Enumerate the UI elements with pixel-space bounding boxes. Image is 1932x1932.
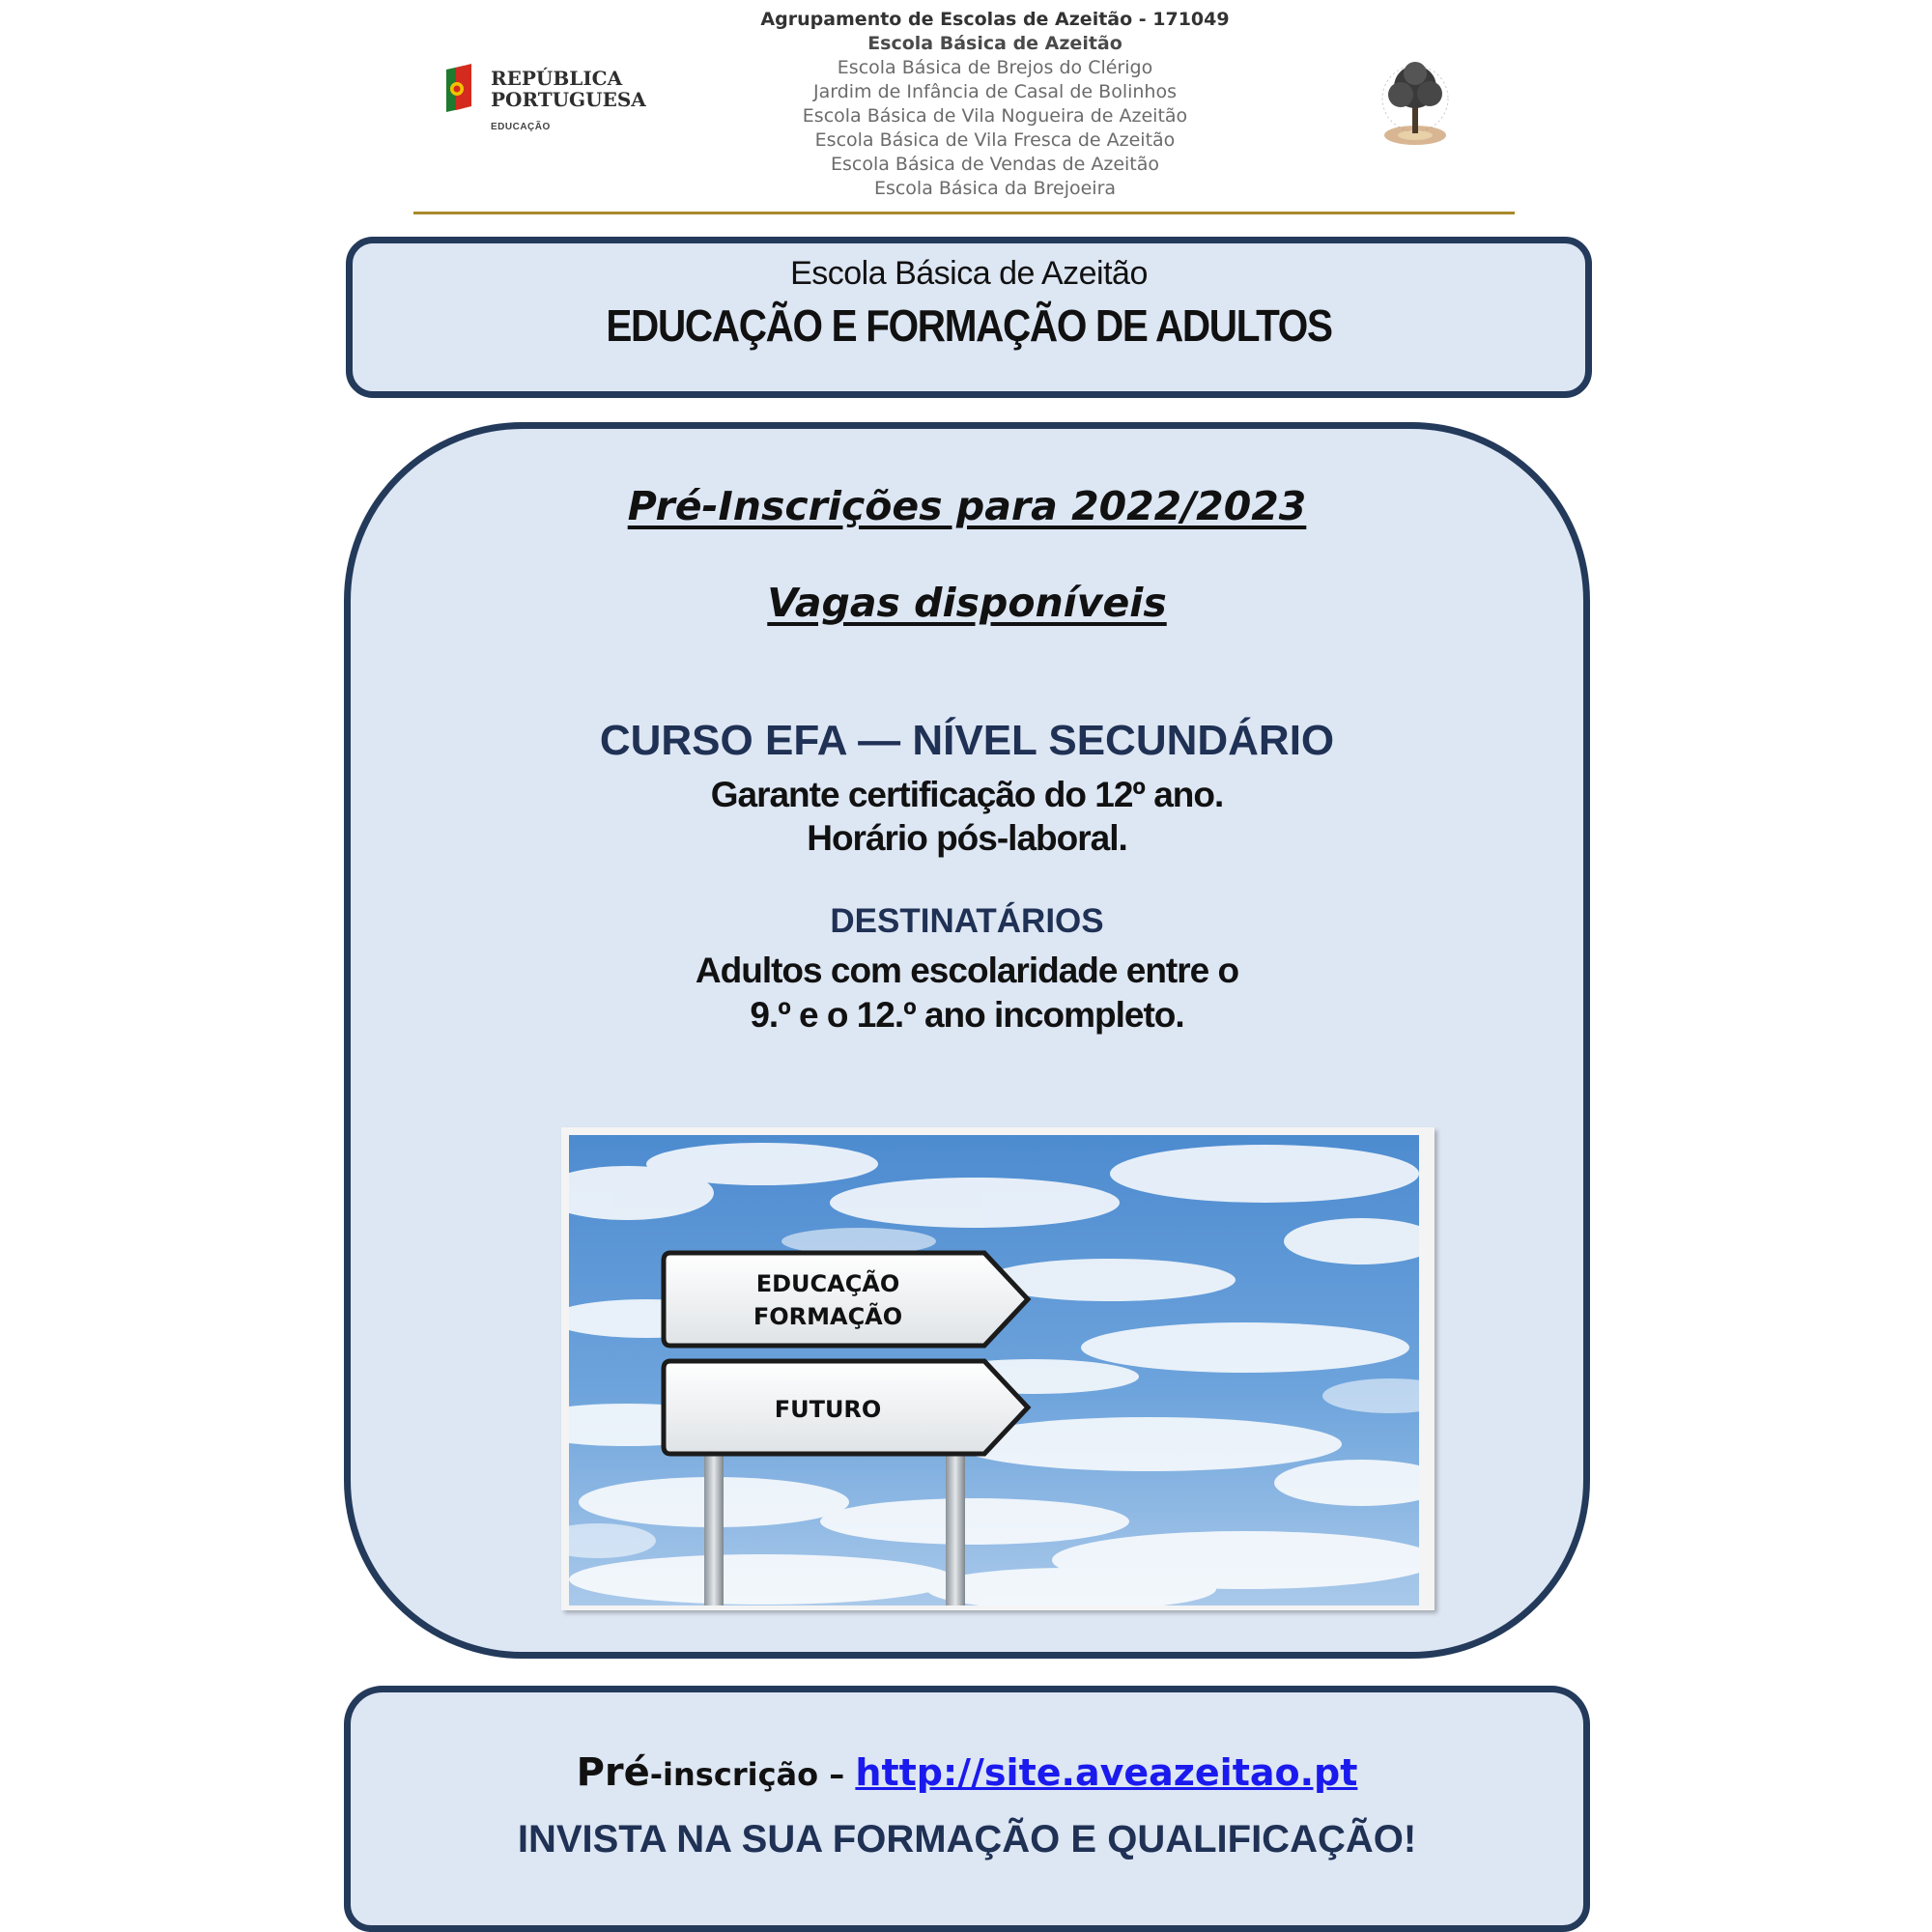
pre-inscricoes-heading: Pré-Inscrições para 2022/2023 (627, 483, 1307, 529)
vagas-heading: Vagas disponíveis (767, 580, 1167, 626)
school-line: Escola Básica de Vendas de Azeitão (830, 154, 1160, 175)
tree-logo-icon (1362, 48, 1468, 155)
school-line: Escola Básica de Vila Nogueira de Azeitão (802, 105, 1188, 127)
sign-board-educacao (664, 1253, 1028, 1346)
signpost-photo-frame (561, 1127, 1435, 1610)
school-line: Escola Básica da Brejoeira (873, 178, 1117, 199)
sign-pole (704, 1454, 724, 1605)
pre-label: Pré (576, 1750, 650, 1795)
group-name: Agrupamento de Escolas de Azeitão - 171049 (760, 9, 1230, 30)
title-box (346, 237, 1592, 398)
slogan: INVISTA NA SUA FORMAÇÃO E QUALIFICAÇÃO! (517, 1818, 1417, 1861)
school-line: Escola Básica de Brejos do Clérigo (837, 57, 1153, 78)
sign-text-line1: EDUCAÇÃO (755, 1270, 900, 1297)
destinatarios-detail: 9.º e o 12.º ano incompleto. (750, 995, 1184, 1035)
sign-text-futuro: FUTURO (774, 1396, 882, 1423)
main-info-box (344, 422, 1590, 1659)
signpost-photo (569, 1135, 1419, 1605)
school-line: Escola Básica de Azeitão (867, 33, 1122, 54)
portugal-flag-icon (442, 64, 473, 114)
course-title: CURSO EFA — NÍVEL SECUNDÁRIO (599, 717, 1335, 764)
title-school: Escola Básica de Azeitão (790, 255, 1148, 292)
school-line: Jardim de Infância de Casal de Bolinhos (812, 81, 1177, 102)
inscricao-label: -inscrição – (649, 1756, 856, 1793)
letterhead (0, 0, 1932, 222)
pre-inscricao-line (351, 1750, 1583, 1795)
sign-pole (946, 1454, 965, 1605)
footer-box (344, 1686, 1590, 1932)
school-list (734, 8, 1256, 201)
header-divider (413, 212, 1515, 214)
course-detail: Horário pós-laboral. (807, 818, 1127, 858)
destinatarios-detail: Adultos com escolaridade entre o (695, 951, 1239, 990)
destinatarios-title: DESTINATÁRIOS (830, 902, 1104, 940)
educacao-label: EDUCAÇÃO (491, 122, 551, 132)
republica-portuguesa-logo (442, 54, 646, 141)
sign-text-line2: FORMAÇÃO (753, 1303, 903, 1330)
pre-inscricao-link[interactable]: http://site.aveazeitao.pt (855, 1751, 1358, 1794)
school-line: Escola Básica de Vila Fresca de Azeitão (814, 129, 1176, 151)
course-detail: Garante certificação do 12º ano. (710, 775, 1224, 814)
republica-portuguesa-text: REPÚBLICA PORTUGUESA (491, 67, 646, 111)
page-title: EDUCAÇÃO E FORMAÇÃO DE ADULTOS (606, 300, 1332, 351)
